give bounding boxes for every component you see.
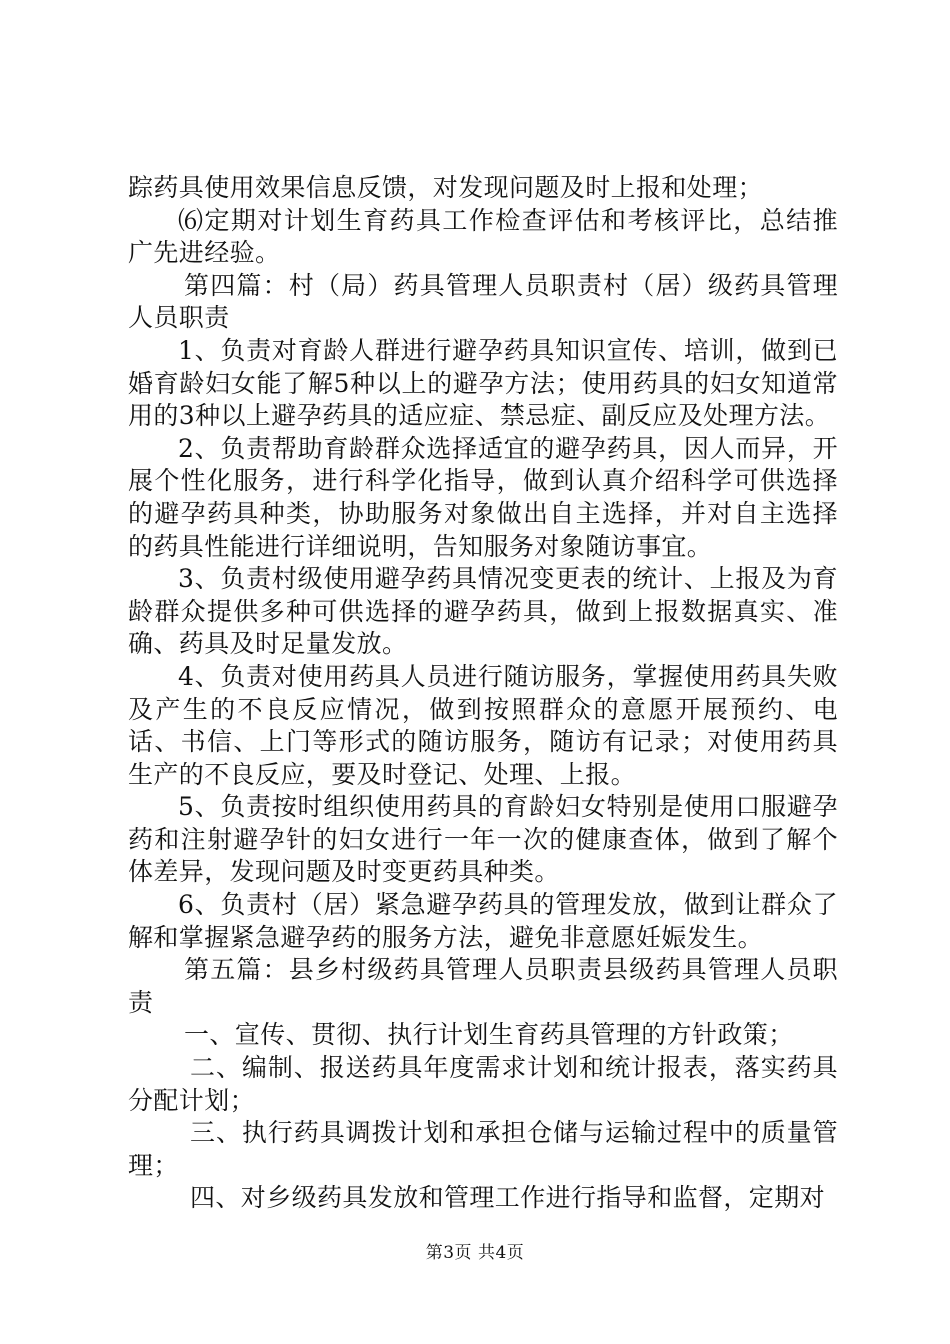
paragraph-duty-1: 1、负责对育龄人群进行避孕药具知识宣传、培训，做到已婚育龄妇女能了解5种以上的避孕方法；使用药具的妇女知道常用的3种以上避孕药具的适应症、禁忌症、副反应及处理方法。 [128,335,838,431]
document-body [128,172,838,1215]
paragraph-county-3: 三、执行药具调拨计划和承担仓储与运输过程中的质量管理； [128,1118,838,1180]
paragraph-continuation: 踪药具使用效果信息反馈，对发现问题及时上报和处理； [128,173,764,202]
page-number-footer: 第3页 共4页 [425,1243,525,1263]
paragraph-county-4: 四、对乡级药具发放和管理工作进行指导和监督，定期对 [190,1183,826,1213]
paragraph-duty-6: 6、负责村（居）紧急避孕药具的管理发放，做到让群众了解和掌握紧急避孕药的服务方法，避免非意愿妊娠发生。 [128,890,838,952]
section-heading-4: 第四篇：村（局）药具管理人员职责村（居）级药具管理人员职责 [128,270,838,333]
paragraph-item-6: ⑹定期对计划生育药具工作检查评估和考核评比，总结推广先进经验。 [128,205,838,268]
section-heading-5: 第五篇：县乡村级药具管理人员职责县级药具管理人员职责 [128,955,838,1017]
paragraph-duty-5: 5、负责按时组织使用药具的育龄妇女特别是使用口服避孕药和注射避孕针的妇女进行一年一次的健康查体，做到了解个体差异，发现问题及时变更药具种类。 [128,792,838,887]
paragraph-duty-4: 4、负责对使用药具人员进行随访服务，掌握使用药具失败及产生的不良反应情况，做到按照群众的意愿开展预约、电话、书信、上门等形式的随访服务，随访有记录；对使用药具生产的不良反应，要及时登记、处理、上报。 [128,661,838,789]
paragraph-duty-3: 3、负责村级使用避孕药具情况变更表的统计、上报及为育龄群众提供多种可供选择的避孕药具，做到上报数据真实、准确、药具及时足量发放。 [128,564,838,659]
paragraph-county-2: 二、编制、报送药具年度需求计划和统计报表，落实药具分配计划； [128,1053,838,1115]
paragraph-duty-2: 2、负责帮助育龄群众选择适宜的避孕药具，因人而异，开展个性化服务，进行科学化指导，做到认真介绍科学可供选择的避孕药具种类，协助服务对象做出自主选择，并对自主选择的药具性能进行详细说明，告知服务对象随访事宜。 [128,433,838,561]
paragraph-county-1: 一、宣传、贯彻、执行计划生育药具管理的方针政策； [184,1020,794,1050]
